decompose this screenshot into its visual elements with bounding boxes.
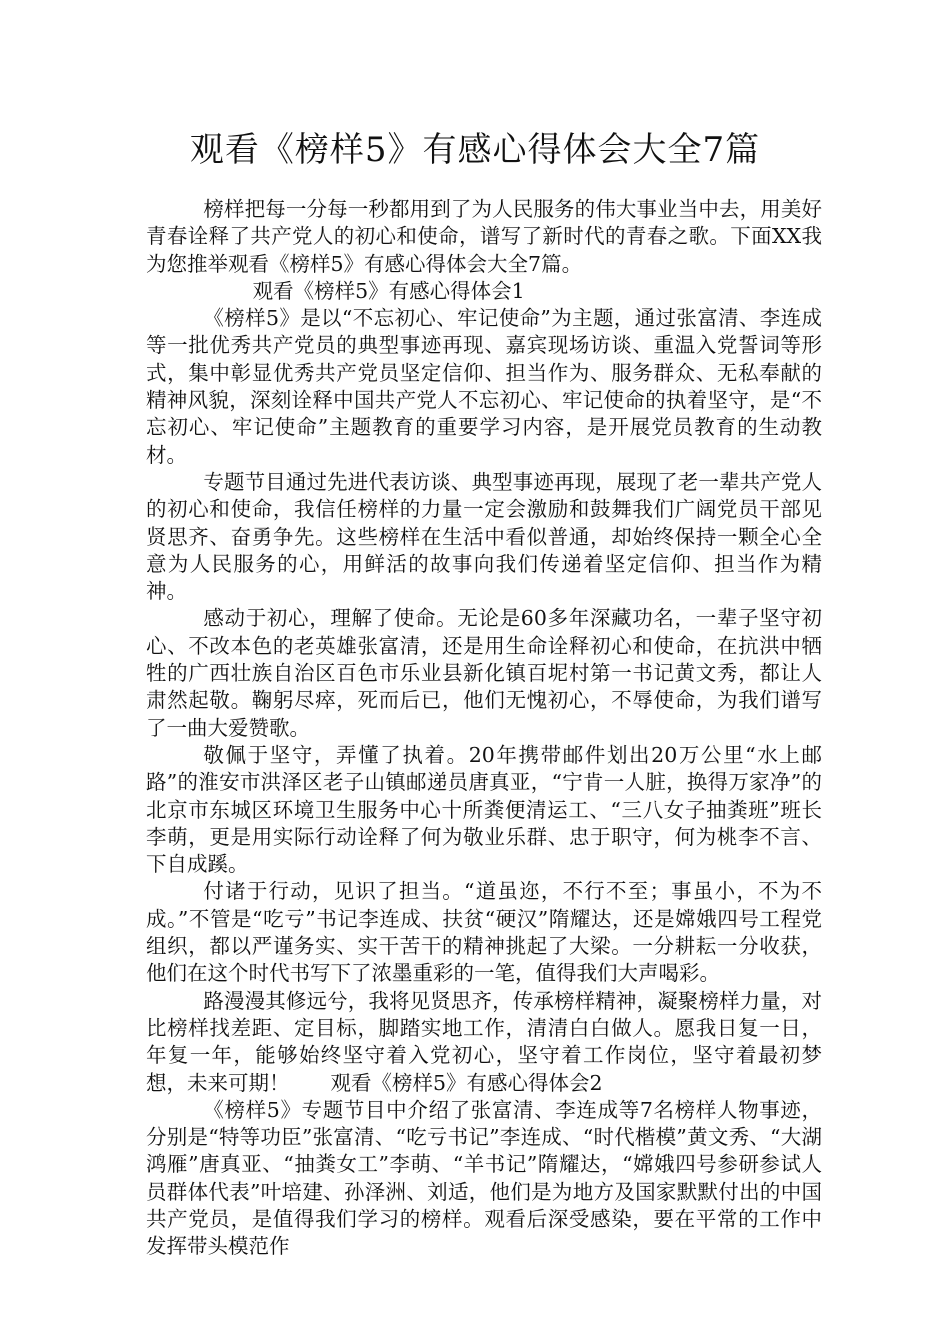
body-paragraph: 敬佩于坚守，弄懂了执着。20年携带邮件划出20万公里“水上邮路”的淮安市洪泽区老子山镇邮递员唐真亚，“宁肯一人脏，换得万家净”的北京市东城区环境卫生服务中心十所粪便清运工、“三八女子抽粪班”班长李萌，更是用实际行动诠释了何为敬业乐群、忠于职守，何为桃李不言、下自成蹊。 bbox=[146, 742, 822, 877]
body-paragraph: 《榜样5》是以“不忘初心、牢记使命”为主题，通过张富清、李连成等一批优秀共产党员的典型事迹再现、嘉宾现场访谈、重温入党誓词等形式，集中彰显优秀共产党员坚定信仰、担当作为、服务群众、无私奉献的精神风貌，深刻诠释中国共产党人不忘初心、牢记使命的执着坚守，是“不忘初心、牢记使命”主题教育的重要学习内容，是开展党员教育的生动教材。 bbox=[146, 306, 822, 467]
body-paragraph: 《榜样5》专题节目中介绍了张富清、李连成等7名榜样人物事迹，分别是“特等功臣”张富清、“吃亏书记”李连成、“时代楷模”黄文秀、“大湖鸿雁”唐真亚、“抽粪女工”李萌、“羊书记”隋耀达，“嫦娥四号参研参试人员群体代表”叶培建、孙泽洲、刘适，他们是为地方及国家默默付出的中国共产党员，是值得我们学习的榜样。观看后深受感染，要在平常的工作中发挥带头模范作 bbox=[146, 1097, 822, 1259]
body-paragraph: 付诸于行动，见识了担当。“道虽迩，不行不至；事虽小，不为不成。”不管是“吃亏”书记李连成、扶贫“硬汉”隋耀达，还是嫦娥四号工程党组织，都以严谨务实、实干苦干的精神挑起了大梁。一分耕耘一分收获，他们在这个时代书写下了浓墨重彩的一笔，值得我们大声喝彩。 bbox=[146, 879, 822, 986]
body-paragraph: 专题节目通过先进代表访谈、典型事迹再现，展现了老一辈共产党人的初心和使命，我信任榜样的力量一定会激励和鼓舞我们广阔党员干部见贤思齐、奋勇争先。这些榜样在生活中看似普通，却始终保持一颗全心全意为人民服务的心，用鲜活的故事向我们传递着坚定信仰、担当作为精神。 bbox=[146, 469, 822, 604]
body-paragraph: 感动于初心，理解了使命。无论是60多年深藏功名，一辈子坚守初心、不改本色的老英雄张富清，还是用生命诠释初心和使命，在抗洪中牺牲的广西壮族自治区百色市乐业县新化镇百坭村第一书记黄文秀，都让人肃然起敬。鞠躬尽瘁，死而后已，他们无愧初心，不辱使命，为我们谱写了一曲大爱赞歌。 bbox=[146, 606, 822, 740]
document-body bbox=[146, 196, 822, 1261]
section-heading-1: 观看《榜样5》有感心得体会1 bbox=[252, 278, 525, 303]
body-paragraph: 路漫漫其修远兮，我将见贤思齐，传承榜样精神，凝聚榜样力量，对比榜样找差距、定目标，脚踏实地工作，清清白白做人。愿我日复一日，年复一年，能够始终坚守着入党初心，坚守着工作岗位，坚守着最初梦想，未来可期！ 观看《榜样5》有感心得体会2 bbox=[146, 988, 822, 1095]
document-title: 观看《榜样5》有感心得体会大全7篇 bbox=[189, 130, 761, 170]
intro-paragraph: 榜样把每一分每一秒都用到了为人民服务的伟大事业当中去，用美好青春诠释了共产党人的初心和使命，谱写了新时代的青春之歌。下面XX我为您推举观看《榜样5》有感心得体会大全7篇。 bbox=[146, 197, 822, 276]
